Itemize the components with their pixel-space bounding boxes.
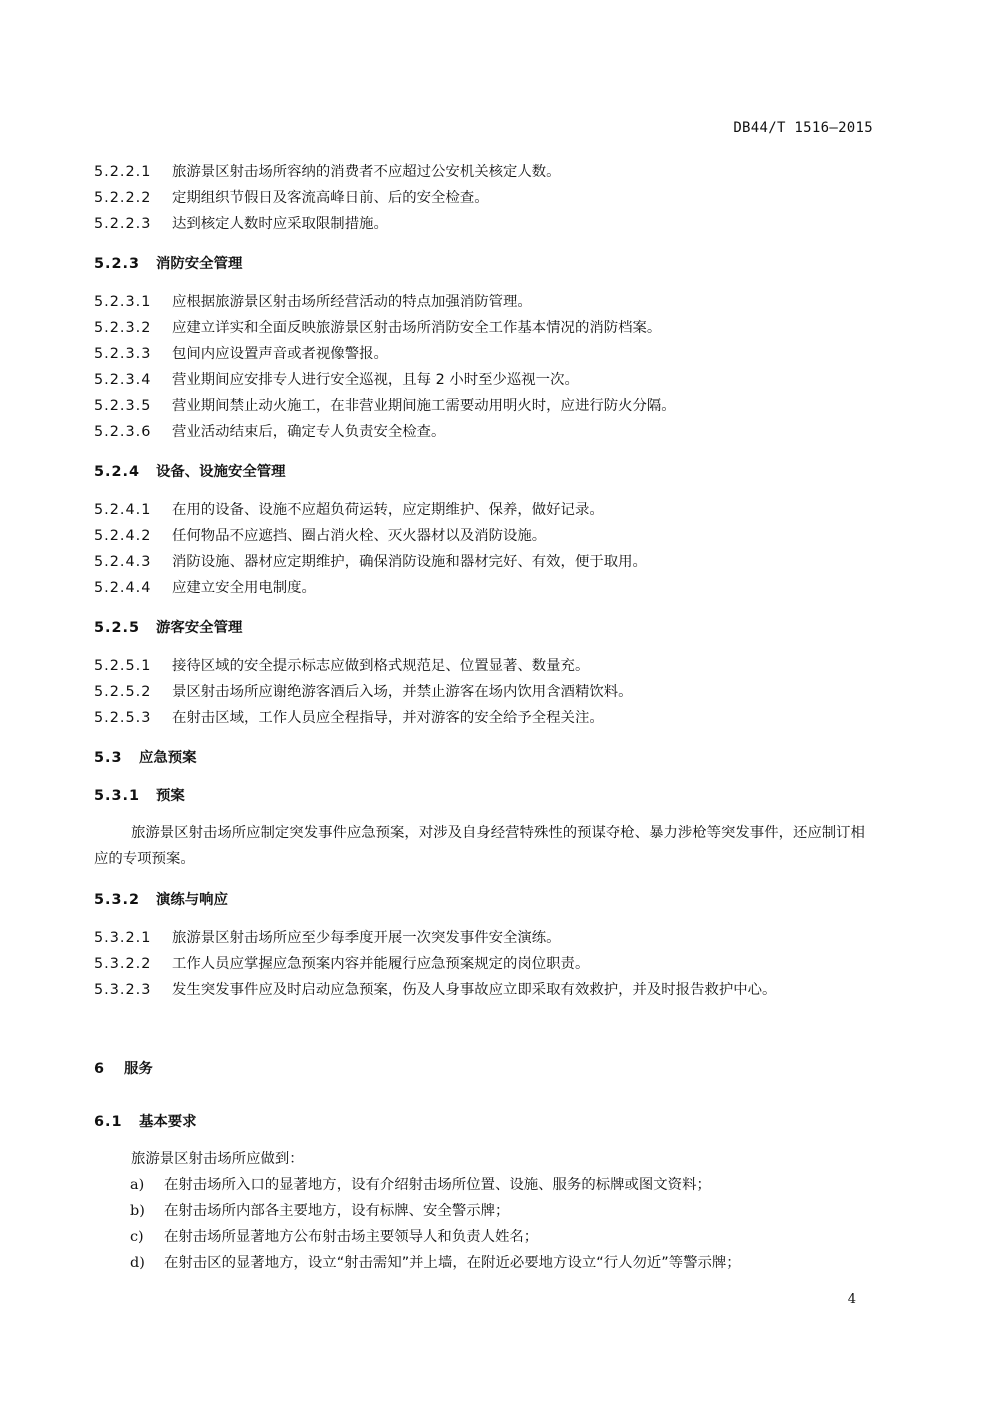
clause-number: 5.2.3.1 (94, 294, 152, 310)
clause-number: 5.2.5.2 (94, 684, 152, 700)
clause-text: 发生突发事件应及时启动应急预案，伤及人身事故应立即采取有效救护，并及时报告救护中心。 (172, 982, 777, 998)
clause-text: 旅游景区射击场所应至少每季度开展一次突发事件安全演练。 (172, 930, 561, 946)
clause-text: 旅游景区射击场所容纳的消费者不应超过公安机关核定人数。 (172, 164, 561, 180)
clause-5-2-3-3 (94, 345, 388, 363)
heading-5-3-1 (94, 787, 185, 805)
clause-text: 在射击区域，工作人员应全程指导，并对游客的安全给予全程关注。 (172, 710, 604, 726)
clause-number: 5.2.2.3 (94, 216, 152, 232)
clause-5-2-5-1 (94, 657, 589, 675)
clause-number: 5.2.3.3 (94, 346, 152, 362)
heading-5-2-5 (94, 619, 242, 637)
heading-number: 5.3.2 (94, 892, 140, 908)
heading-title: 演练与响应 (156, 892, 228, 908)
paragraph-5-3-1: 旅游景区射击场所应制定突发事件应急预案，对涉及自身经营特殊性的预谋夺枪、暴力涉枪等突发事件，还应制订相应的专项预案。 (94, 825, 865, 867)
heading-5-2-4 (94, 463, 286, 481)
clause-text: 工作人员应掌握应急预案内容并能履行应急预案规定的岗位职责。 (172, 956, 590, 972)
clause-number: 5.2.4.3 (94, 554, 152, 570)
clause-number: 5.3.2.2 (94, 956, 152, 972)
clause-text: 包间内应设置声音或者视像警报。 (172, 346, 388, 362)
heading-number: 6.1 (94, 1114, 123, 1130)
list-item-d (130, 1254, 741, 1272)
clause-number: 5.2.2.1 (94, 164, 152, 180)
heading-number: 5.2.4 (94, 464, 140, 480)
clause-number: 5.2.3.2 (94, 320, 152, 336)
list-text: 在射击区的显著地方，设立“射击需知”并上墙，在附近必要地方设立“行人勿近”等警示牌； (164, 1255, 741, 1271)
list-item-b (130, 1202, 509, 1220)
clause-number: 5.2.5.1 (94, 658, 152, 674)
list-text: 在射击场所入口的显著地方，设有介绍射击场所位置、设施、服务的标牌或图文资料； (164, 1177, 711, 1193)
clause-text: 接待区域的安全提示标志应做到格式规范足、位置显著、数量充。 (172, 658, 590, 674)
clause-number: 5.3.2.1 (94, 930, 152, 946)
list-label: a) (130, 1177, 145, 1193)
list-label: c) (130, 1229, 144, 1245)
heading-title: 基本要求 (139, 1114, 197, 1130)
clause-5-2-3-5 (94, 397, 676, 415)
clause-5-3-2-1 (94, 929, 561, 947)
clause-5-3-2-3 (94, 977, 876, 1003)
clause-number: 5.2.4.4 (94, 580, 152, 596)
clause-text: 应建立详实和全面反映旅游景区射击场所消防安全工作基本情况的消防档案。 (172, 320, 662, 336)
clause-text: 达到核定人数时应采取限制措施。 (172, 216, 388, 232)
heading-number: 5.2.5 (94, 620, 140, 636)
clause-number: 5.2.3.6 (94, 424, 152, 440)
list-item-c (130, 1228, 538, 1246)
clause-number: 5.2.4.2 (94, 528, 152, 544)
clause-5-2-2-1 (94, 163, 561, 181)
heading-title: 设备、设施安全管理 (156, 464, 286, 480)
clause-5-2-3-1 (94, 293, 532, 311)
standard-code: DB44/T 1516—2015 (733, 120, 873, 136)
clause-text: 在用的设备、设施不应超负荷运转，应定期维护、保养，做好记录。 (172, 502, 604, 518)
list-label: b) (130, 1203, 145, 1219)
clause-number: 5.2.3.4 (94, 372, 152, 388)
heading-title: 消防安全管理 (156, 256, 243, 272)
heading-title: 应急预案 (139, 750, 197, 766)
heading-6 (94, 1060, 153, 1078)
heading-6-1 (94, 1113, 197, 1131)
list-label: d) (130, 1255, 145, 1271)
clause-5-2-3-2 (94, 319, 661, 337)
clause-5-2-3-4 (94, 371, 579, 389)
heading-title: 游客安全管理 (156, 620, 243, 636)
heading-number: 5.3.1 (94, 788, 140, 804)
clause-5-2-4-3 (94, 553, 647, 571)
page-number: 4 (847, 1292, 856, 1307)
clause-text: 任何物品不应遮挡、圈占消火栓、灭火器材以及消防设施。 (172, 528, 547, 544)
heading-number: 6 (94, 1061, 106, 1077)
clause-text: 营业活动结束后，确定专人负责安全检查。 (172, 424, 446, 440)
clause-number: 5.2.5.3 (94, 710, 152, 726)
clause-number: 5.2.2.2 (94, 190, 152, 206)
clause-text: 营业期间应安排专人进行安全巡视，且每 2 小时至少巡视一次。 (172, 372, 579, 388)
clause-5-2-5-2 (94, 683, 633, 701)
heading-number: 5.3 (94, 750, 123, 766)
heading-5-3 (94, 749, 197, 767)
list-text: 在射击场所显著地方公布射击场主要领导人和负责人姓名； (164, 1229, 539, 1245)
heading-title: 服务 (124, 1061, 153, 1077)
clause-text: 应根据旅游景区射击场所经营活动的特点加强消防管理。 (172, 294, 532, 310)
clause-text: 营业期间禁止动火施工，在非营业期间施工需要动用明火时，应进行防火分隔。 (172, 398, 676, 414)
clause-5-3-2-2 (94, 955, 589, 973)
clause-5-2-3-6 (94, 423, 445, 441)
clause-text: 应建立安全用电制度。 (172, 580, 316, 596)
clause-number: 5.3.2.3 (94, 982, 152, 998)
clause-5-2-4-4 (94, 579, 316, 597)
clause-text: 景区射击场所应谢绝游客酒后入场，并禁止游客在场内饮用含酒精饮料。 (172, 684, 633, 700)
clause-5-2-5-3 (94, 709, 604, 727)
clause-5-2-4-1 (94, 501, 604, 519)
heading-title: 预案 (156, 788, 185, 804)
clause-text: 消防设施、器材应定期维护，确保消防设施和器材完好、有效，便于取用。 (172, 554, 647, 570)
list-item-a (130, 1176, 711, 1194)
clause-5-2-4-2 (94, 527, 546, 545)
heading-number: 5.2.3 (94, 256, 140, 272)
list-text: 在射击场所内部各主要地方，设有标牌、安全警示牌； (164, 1203, 510, 1219)
intro-6-1: 旅游景区射击场所应做到： (131, 1151, 304, 1167)
heading-5-3-2 (94, 891, 228, 909)
clause-number: 5.2.4.1 (94, 502, 152, 518)
clause-number: 5.2.3.5 (94, 398, 152, 414)
clause-5-2-2-2 (94, 189, 489, 207)
heading-5-2-3 (94, 255, 242, 273)
clause-text: 定期组织节假日及客流高峰日前、后的安全检查。 (172, 190, 489, 206)
clause-5-2-2-3 (94, 215, 388, 233)
